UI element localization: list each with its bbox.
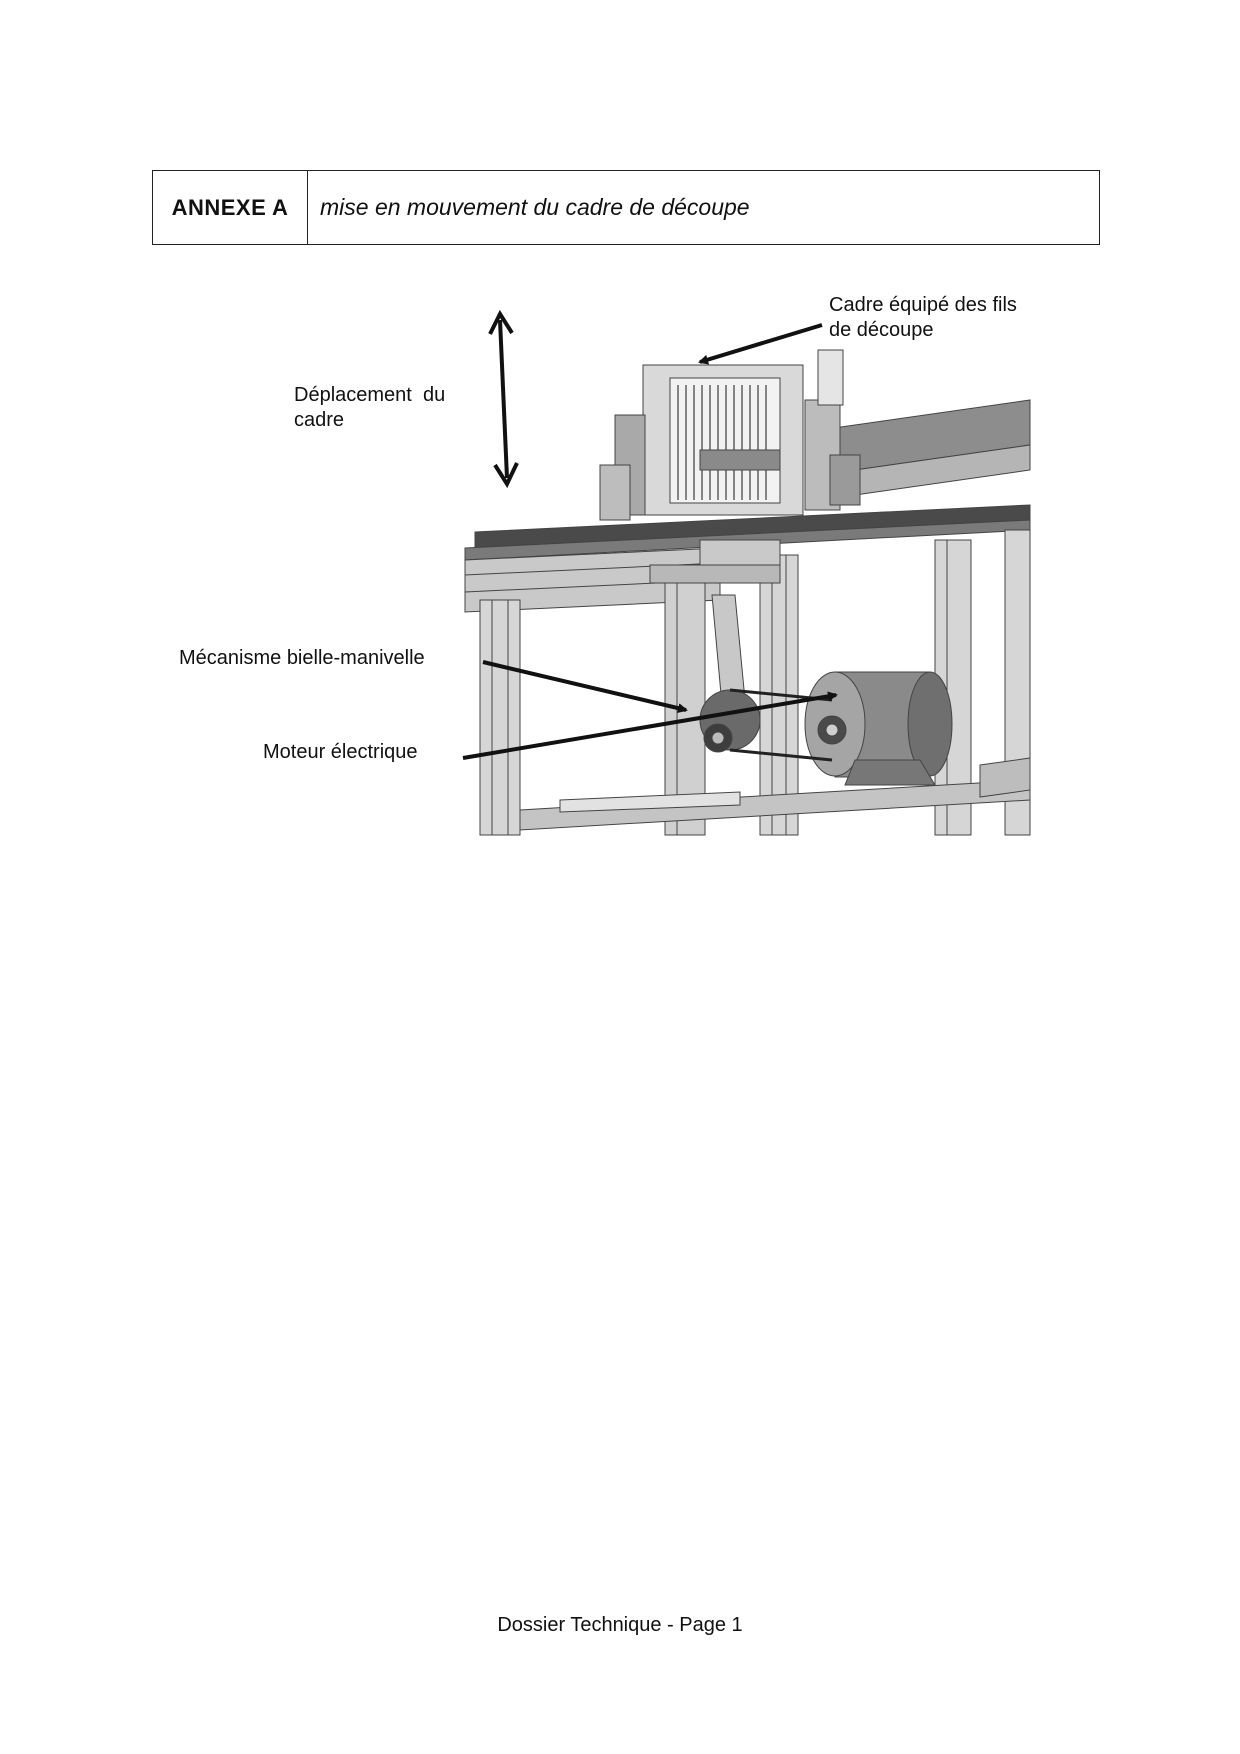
label-cadre <box>829 293 1017 343</box>
cadre-pointer-arrow <box>700 325 822 362</box>
label-cadre-line2: de découpe <box>829 319 934 341</box>
double-arrow-icon <box>490 314 517 484</box>
label-moteur: Moteur électrique <box>263 741 418 763</box>
annex-title: mise en mouvement du cadre de découpe <box>320 194 750 220</box>
annex-label: ANNEXE A <box>153 171 308 244</box>
label-deplacement-line2: cadre <box>294 409 345 431</box>
label-mecanisme: Mécanisme bielle-manivelle <box>179 647 425 669</box>
machine-frame <box>465 350 1030 835</box>
page-footer: Dossier Technique - Page 1 <box>497 1614 743 1636</box>
label-deplacement <box>294 383 445 433</box>
label-deplacement-line1: Déplacement du <box>294 384 446 406</box>
label-cadre-line1: Cadre équipé des fils <box>829 294 1017 316</box>
